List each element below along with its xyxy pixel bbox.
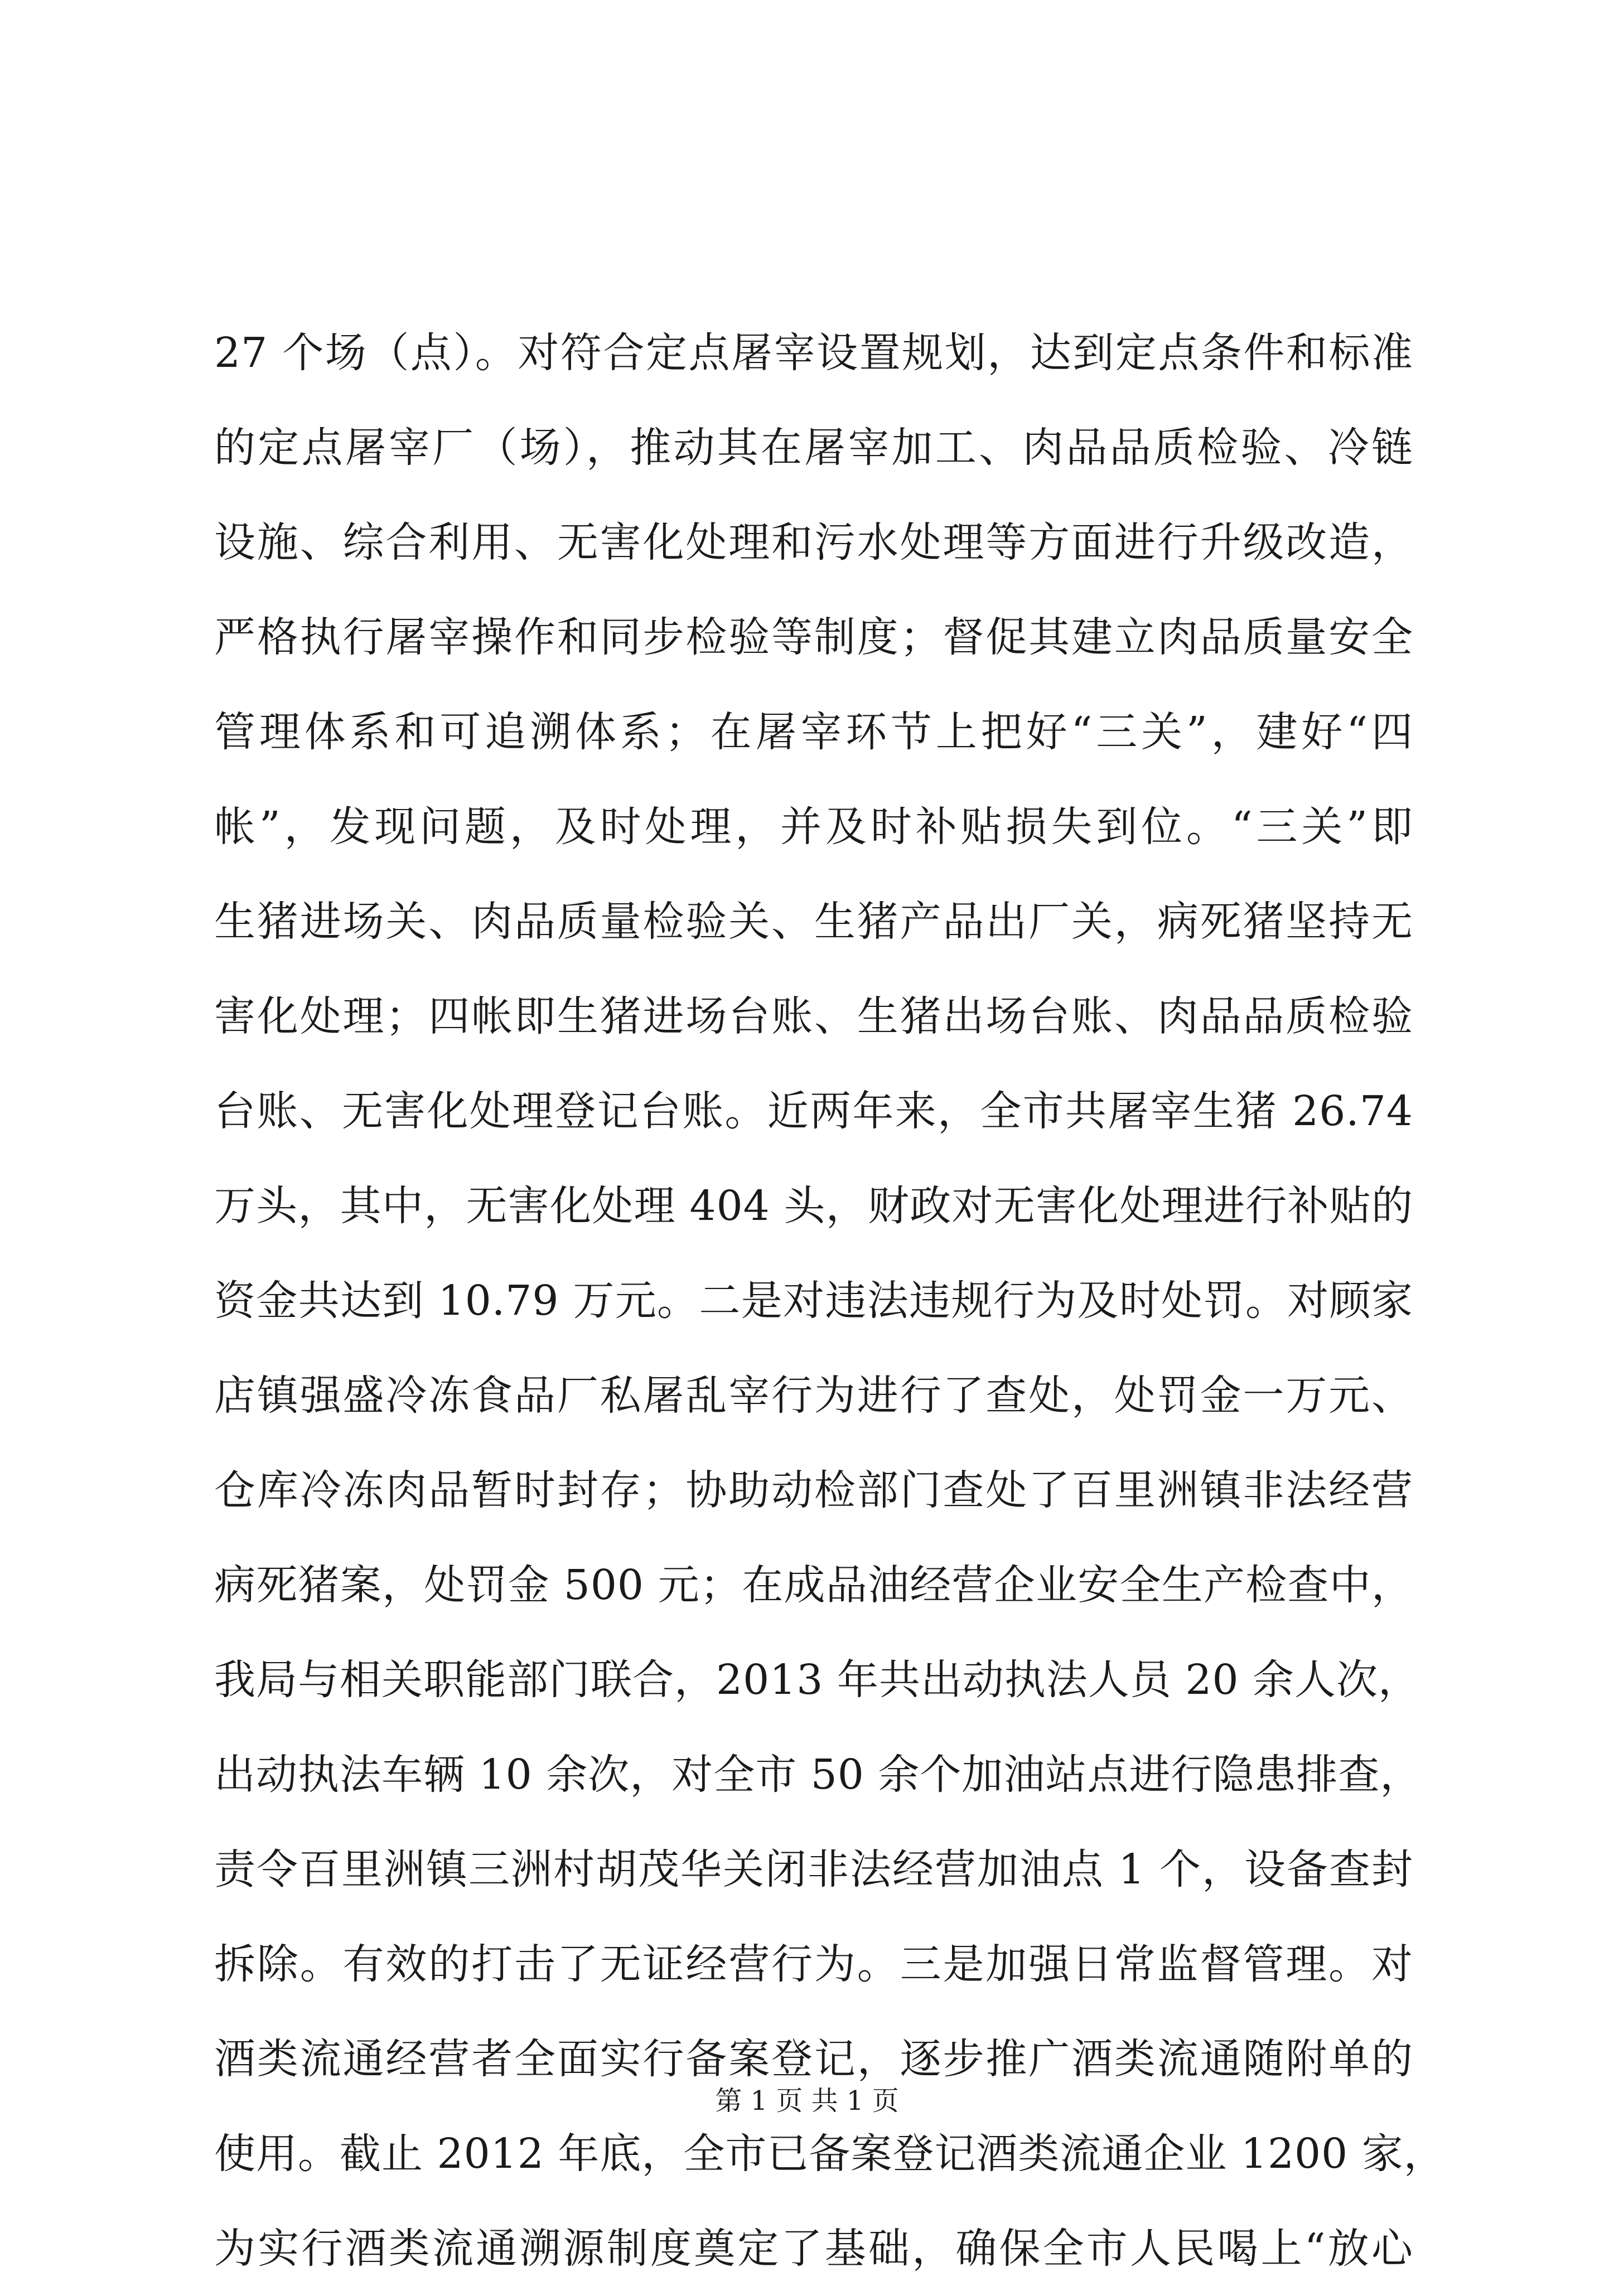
text-line: 设施、综合利用、无害化处理和污水处理等方面进行升级改造， <box>214 519 1413 566</box>
page-number-footer: 第 1 页 共 1 页 <box>715 2085 899 2116</box>
text-line: 帐”，发现问题，及时处理，并及时补贴损失到位。“三关”即 <box>214 803 1413 851</box>
text-line: 为实行酒类流通溯源制度奠定了基础，确保全市人民喝上“放心 <box>214 2225 1413 2273</box>
text-line: 病死猪案，处罚金 500 元；在成品油经营企业安全生产检查中， <box>214 1561 1413 1609</box>
text-line: 仓库冷冻肉品暂时封存；协助动检部门查处了百里洲镇非法经营 <box>214 1466 1413 1514</box>
text-line: 严格执行屠宰操作和同步检验等制度；督促其建立肉品质量安全 <box>214 613 1413 661</box>
text-line: 害化处理；四帐即生猪进场台账、生猪出场台账、肉品品质检验 <box>214 992 1413 1040</box>
text-line: 管理体系和可追溯体系；在屠宰环节上把好“三关”，建好“四 <box>214 708 1413 756</box>
text-line: 责令百里洲镇三洲村胡茂华关闭非法经营加油点 1 个，设备查封 <box>214 1845 1413 1893</box>
text-line: 生猪进场关、肉品质量检验关、生猪产品出厂关，病死猪坚持无 <box>214 898 1413 946</box>
text-line: 资金共达到 10.79 万元。二是对违法违规行为及时处罚。对顾家 <box>214 1277 1413 1325</box>
text-line: 使用。截止 2012 年底，全市已备案登记酒类流通企业 1200 家， <box>214 2130 1446 2178</box>
text-line: 酒类流通经营者全面实行备案登记，逐步推广酒类流通随附单的 <box>214 2035 1413 2083</box>
text-line: 台账、无害化处理登记台账。近两年来，全市共屠宰生猪 26.74 <box>214 1087 1413 1135</box>
body-paragraph <box>214 306 1446 2296</box>
text-line: 拆除。有效的打击了无证经营行为。三是加强日常监督管理。对 <box>214 1940 1413 1988</box>
text-line: 27 个场（点）。对符合定点屠宰设置规划，达到定点条件和标准 <box>214 329 1413 377</box>
text-line: 我局与相关职能部门联合，2013 年共出动执法人员 20 余人次， <box>214 1656 1420 1704</box>
text-line: 万头，其中，无害化处理 404 头，财政对无害化处理进行补贴的 <box>214 1182 1413 1230</box>
text-line: 出动执法车辆 10 余次，对全市 50 余个加油站点进行隐患排查， <box>214 1751 1422 1799</box>
text-line: 店镇强盛冷冻食品厂私屠乱宰行为进行了查处，处罚金一万元、 <box>214 1372 1413 1420</box>
text-line: 的定点屠宰厂（场），推动其在屠宰加工、肉品品质检验、冷链 <box>214 424 1413 472</box>
